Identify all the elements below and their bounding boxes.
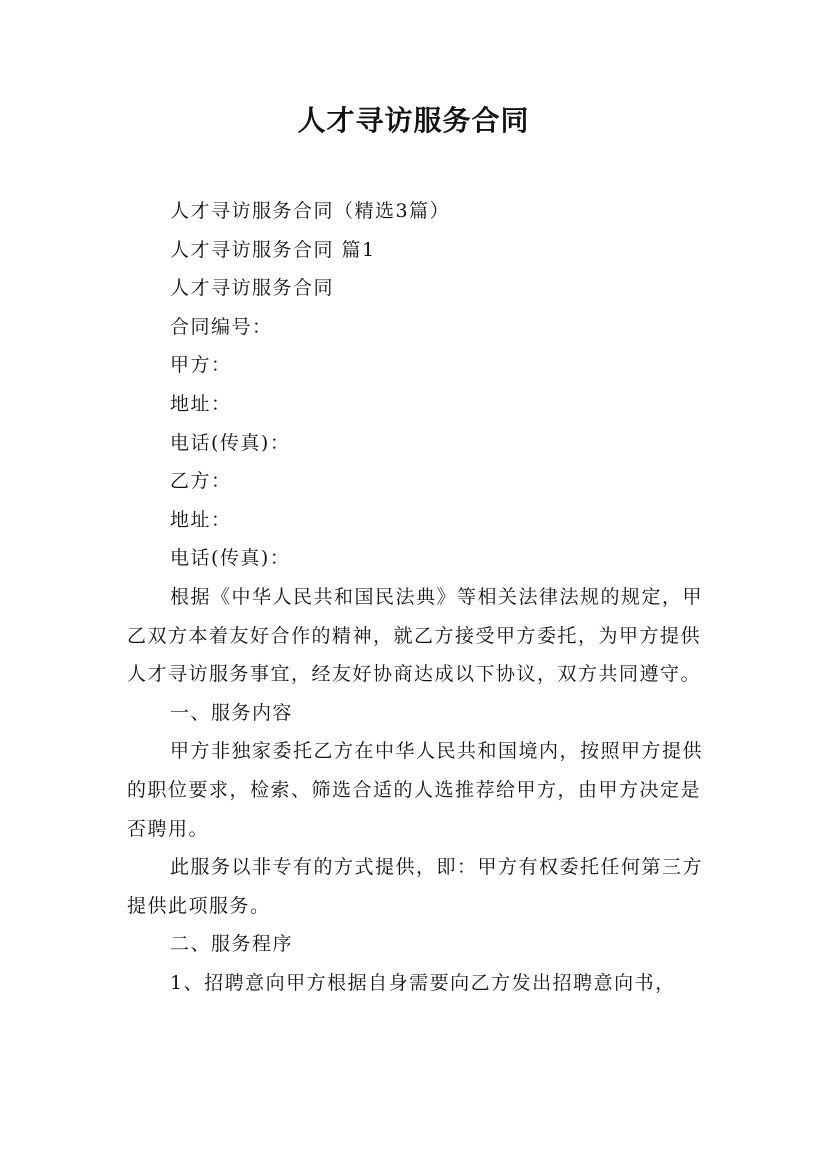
subtitle-selected-3: 人才寻访服务合同（精选3篇） [170,200,451,222]
non-exclusive-paragraph: 此服务以非专有的方式提供，即：甲方有权委托任何第三方提供此项服务。 [127,856,704,917]
service-content-paragraph: 甲方非独家委托乙方在中华人民共和国境内，按照甲方提供的职位要求，检索、筛选合适的人选推荐给甲方，由甲方决定是否聘用。 [127,740,704,840]
procedure-item-1: 1、招聘意向甲方根据自身需要向乙方发出招聘意向书， [170,971,676,994]
party-b-phone-field: 电话(传真)： [170,547,291,570]
party-a-address-field: 地址： [170,392,232,415]
party-a-field: 甲方： [170,354,232,377]
party-a-phone-field: 电话(传真)： [170,431,291,454]
section-heading-service-content: 一、服务内容 [170,701,294,724]
contract-name: 人才寻访服务合同 [170,277,335,300]
document-body [127,192,705,1002]
preamble-paragraph: 根据《中华人民共和国民法典》等相关法律法规的规定，甲乙双方本着友好合作的精神，就乙方接受甲方委托，为甲方提供人才寻访服务事宜，经友好协商达成以下协议，双方共同遵守。 [127,585,704,686]
document-title: 人才寻访服务合同 [297,104,530,137]
section-heading-article-1: 人才寻访服务合同 篇1 [170,238,376,261]
contract-number-field: 合同编号： [170,315,273,338]
party-b-field: 乙方： [170,470,232,493]
party-b-address-field: 地址： [170,508,232,531]
section-heading-service-procedure: 二、服务程序 [170,933,294,956]
